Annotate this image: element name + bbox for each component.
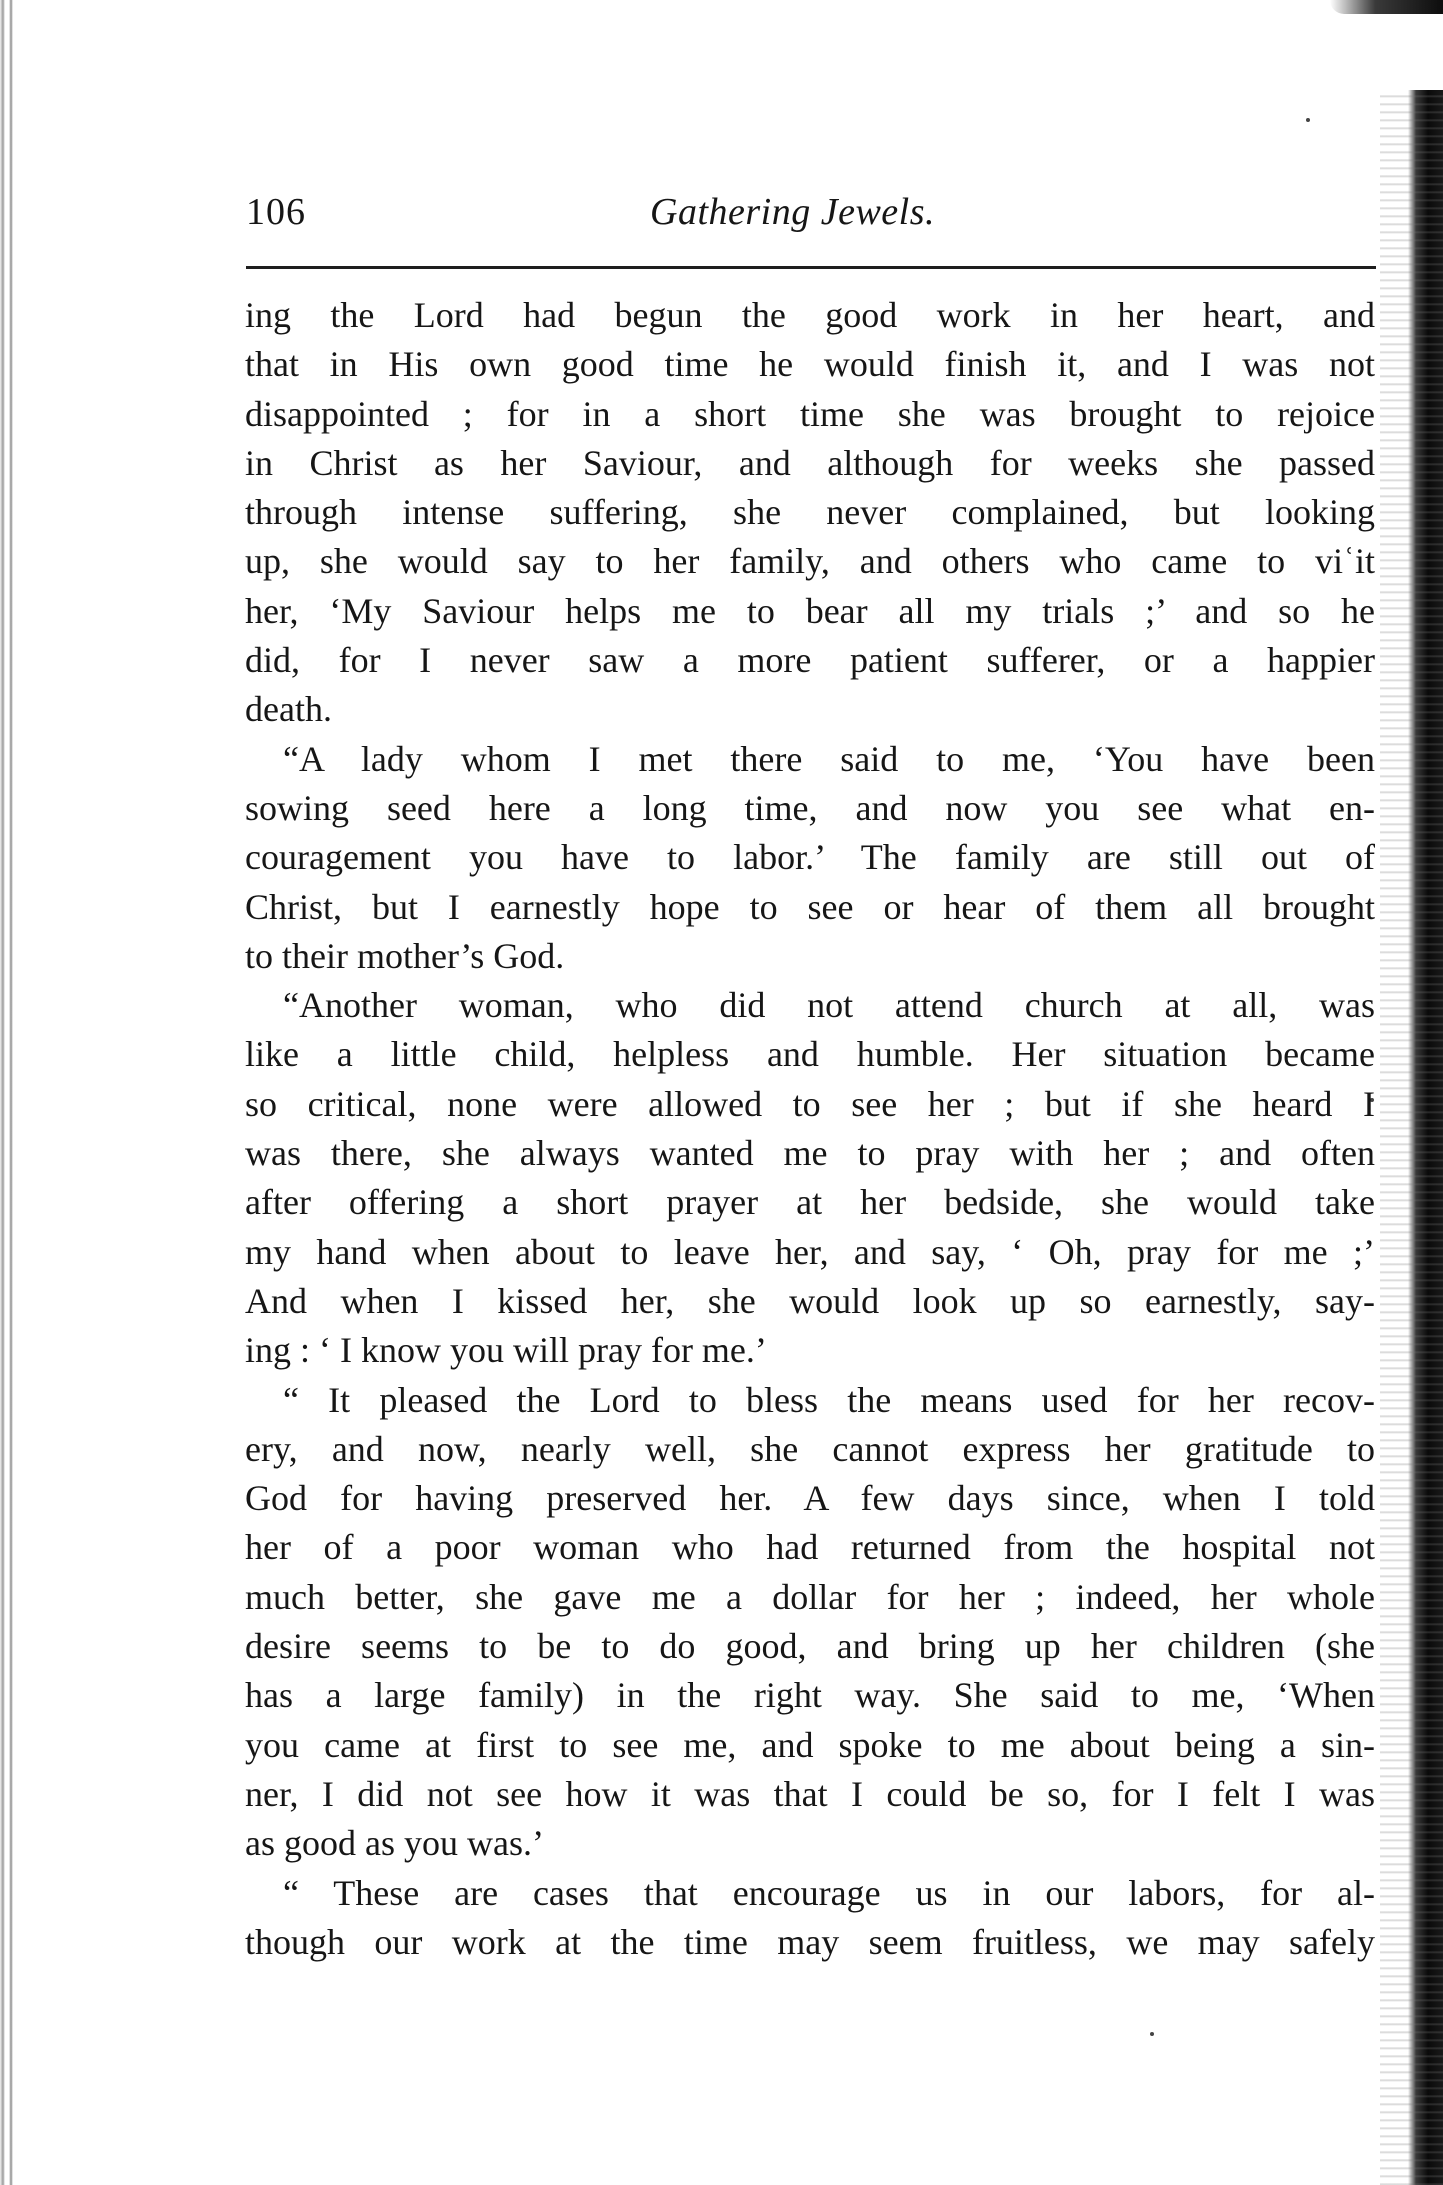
text-line: her, ‘My Saviour helps me to bear all my trials ;’ and so he: [245, 590, 1375, 631]
text-line: was there, she always wanted me to pray with her ; and often: [245, 1133, 1375, 1174]
text-line: ing : ‘ I know you will pray for me.’: [245, 1330, 767, 1371]
text-line: like a little child, helpless and humble. Her situation became: [245, 1034, 1375, 1075]
text-line: through intense suffering, she never complained, but looking: [245, 492, 1375, 533]
scan-speck: [1150, 2032, 1154, 2036]
scan-left-edge: [0, 0, 16, 2185]
header-rule: [246, 266, 1376, 269]
text-line: much better, she gave me a dollar for her ; indeed, her whole: [245, 1576, 1375, 1617]
text-line: “A lady whom I met there said to me, ‘You have been: [283, 738, 1375, 779]
text-line: so critical, none were allowed to see her ; but if she heard I: [245, 1083, 1375, 1124]
text-line: Christ, but I earnestly hope to see or hear of them all brought: [245, 886, 1375, 927]
scan-speck: [1306, 118, 1310, 122]
text-line: desire seems to be to do good, and bring up her children (she: [245, 1626, 1375, 1667]
text-line: “ These are cases that encourage us in our labors, for al-: [283, 1872, 1375, 1913]
text-line: ner, I did not see how it was that I could be so, for I felt I was: [245, 1773, 1375, 1814]
paragraph: [245, 981, 1375, 1375]
text-line: sowing seed here a long time, and now you see what en-: [245, 787, 1375, 828]
text-line: after offering a short prayer at her bedside, she would take: [245, 1182, 1375, 1223]
text-line: “Another woman, who did not attend church at all, was: [283, 985, 1375, 1026]
text-line: you came at first to see me, and spoke to me about being a sin-: [245, 1724, 1375, 1765]
text-line: disappointed ; for in a short time she was brought to rejoice: [245, 393, 1375, 434]
paragraph: [245, 1376, 1375, 1869]
running-title: Gathering Jewels.: [650, 191, 936, 233]
text-line: to their mother’s God.: [245, 935, 565, 976]
text-line: my hand when about to leave her, and say, ‘ Oh, pray for me ;’: [245, 1231, 1375, 1272]
text-line: God for having preserved her. A few days since, when I told: [245, 1478, 1375, 1519]
text-line: her of a poor woman who had returned from the hospital not: [245, 1527, 1375, 1568]
scan-right-binding-edge: [1380, 90, 1443, 2185]
text-line: as good as you was.’: [245, 1823, 544, 1864]
text-line: couragement you have to labor.’ The family are still out of: [245, 837, 1375, 878]
text-line: in Christ as her Saviour, and although for weeks she passed: [245, 442, 1375, 483]
paragraph: [245, 1869, 1375, 1968]
text-line: ery, and now, nearly well, she cannot express her gratitude to: [245, 1428, 1375, 1469]
page-number: 106: [246, 191, 306, 233]
text-line: death.: [245, 689, 332, 730]
text-line: has a large family) in the right way. She said to me, ‘When: [245, 1675, 1375, 1716]
paragraph: [245, 291, 1375, 735]
text-line: that in His own good time he would finish it, and I was not: [245, 344, 1375, 385]
body-text: [245, 291, 1375, 1967]
scan-corner-mark: [1330, 0, 1443, 14]
text-line: And when I kissed her, she would look up so earnestly, say-: [245, 1280, 1375, 1321]
text-line: “ It pleased the Lord to bless the means used for her recov-: [283, 1379, 1375, 1420]
text-line: did, for I never saw a more patient sufferer, or a happier: [245, 640, 1375, 681]
text-line: ing the Lord had begun the good work in her heart, and: [245, 295, 1375, 335]
text-line: though our work at the time may seem fruitless, we may safely: [245, 1921, 1375, 1962]
text-line: up, she would say to her family, and others who came to viʿit: [245, 541, 1375, 582]
paragraph: [245, 735, 1375, 981]
